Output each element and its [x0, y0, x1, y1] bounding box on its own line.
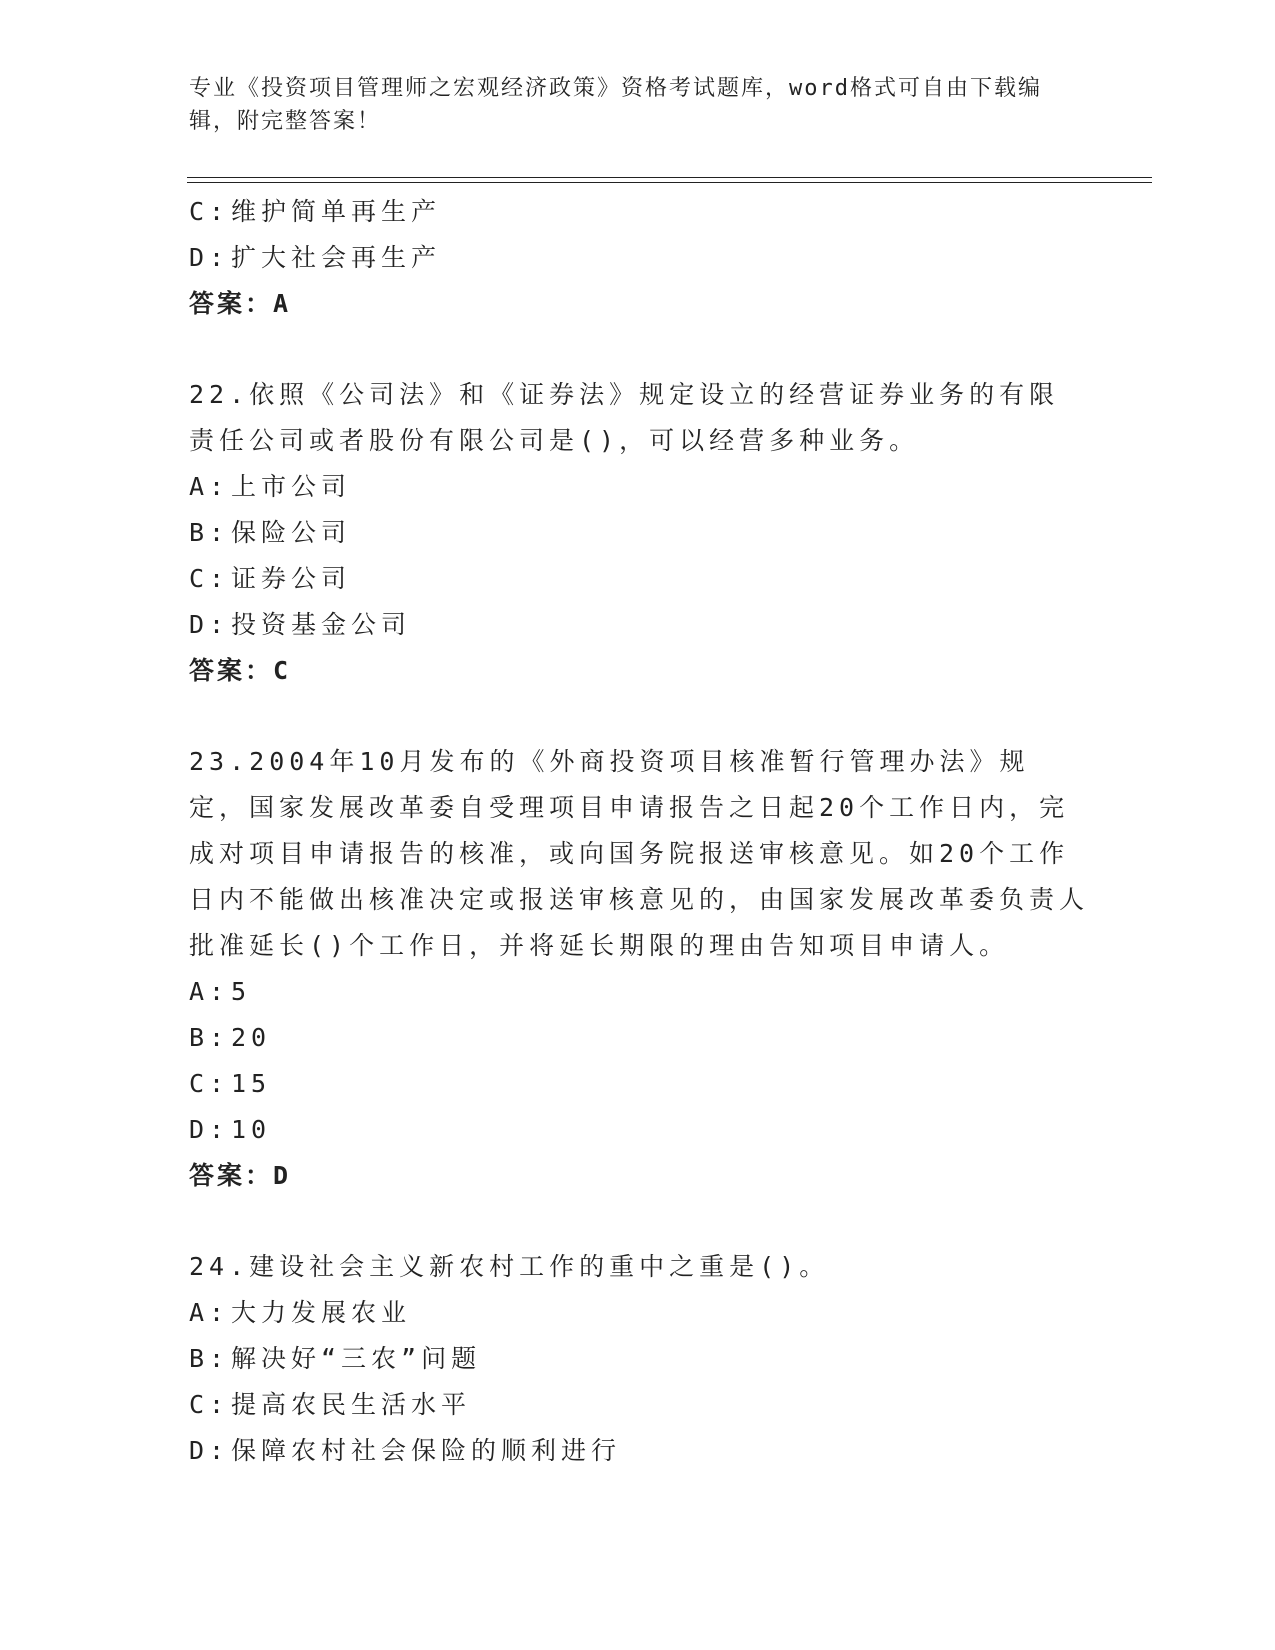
question-22-text: 22.依照《公司法》和《证券法》规定设立的经营证券业务的有限责任公司或者股份有限公司是()，可以经营多种业务。: [189, 380, 1060, 455]
option-text: 大力发展农业: [231, 1298, 412, 1327]
option-text: 投资基金公司: [231, 610, 412, 639]
option-text: 15: [231, 1069, 272, 1098]
option-b: [189, 1336, 1089, 1382]
document-header: 专业《投资项目管理师之宏观经济政策》资格考试题库，word格式可自由下载编辑，附完整答案！: [189, 76, 1042, 134]
option-d: [189, 235, 1089, 281]
header-divider-top: [187, 177, 1152, 178]
option-text: 解决好“三农”问题: [231, 1344, 482, 1373]
option-label: B:: [189, 1023, 230, 1052]
option-label: D:: [189, 1115, 230, 1144]
option-text: 保险公司: [231, 518, 352, 547]
option-label: B:: [189, 518, 230, 547]
header-divider-bottom: [187, 182, 1152, 183]
option-text: 扩大社会再生产: [231, 243, 442, 272]
option-label: C:: [189, 1390, 230, 1419]
option-a: [189, 969, 1089, 1015]
answer-line: 答案：D: [189, 1161, 292, 1190]
option-label: A:: [189, 977, 230, 1006]
option-label: C:: [189, 197, 230, 226]
option-text: 维护简单再生产: [231, 197, 442, 226]
option-b: [189, 1015, 1089, 1061]
option-c: [189, 189, 1089, 235]
option-c: [189, 556, 1089, 602]
option-label: C:: [189, 1069, 230, 1098]
option-label: C:: [189, 564, 230, 593]
question-23-text: 23.2004年10月发布的《外商投资项目核准暂行管理办法》规定，国家发展改革委自受理项目申请报告之日起20个工作日内，完成对项目申请报告的核准，或向国务院报送审核意见。如20个工作日内不能做出核准决定或报送审核意见的，由国家发展改革委负责人批准延长()个工作日，并将延长期限的理由告知项目申请人。: [189, 747, 1090, 960]
option-text: 证券公司: [231, 564, 352, 593]
question-24-text: 24.建设社会主义新农村工作的重中之重是()。: [189, 1252, 830, 1281]
option-label: A:: [189, 1298, 230, 1327]
spacer: [189, 327, 1089, 372]
spacer: [189, 694, 1089, 739]
option-d: [189, 1107, 1089, 1153]
option-label: A:: [189, 472, 230, 501]
option-a: [189, 464, 1089, 510]
option-b: [189, 510, 1089, 556]
option-label: D:: [189, 243, 230, 272]
option-text: 上市公司: [231, 472, 352, 501]
option-c: [189, 1061, 1089, 1107]
answer-line: 答案：C: [189, 656, 292, 685]
option-text: 10: [231, 1115, 272, 1144]
spacer: [189, 1199, 1089, 1244]
option-text: 5: [231, 977, 252, 1006]
option-c: [189, 1382, 1089, 1428]
option-text: 提高农民生活水平: [231, 1390, 472, 1419]
option-text: 保障农村社会保险的顺利进行: [231, 1436, 622, 1465]
option-a: [189, 1290, 1089, 1336]
option-label: B:: [189, 1344, 230, 1373]
option-text: 20: [231, 1023, 272, 1052]
option-d: [189, 1428, 1089, 1474]
option-d: [189, 602, 1089, 648]
option-label: D:: [189, 610, 230, 639]
answer-line: 答案：A: [189, 289, 292, 318]
option-label: D:: [189, 1436, 230, 1465]
question-content: [189, 189, 1089, 1474]
